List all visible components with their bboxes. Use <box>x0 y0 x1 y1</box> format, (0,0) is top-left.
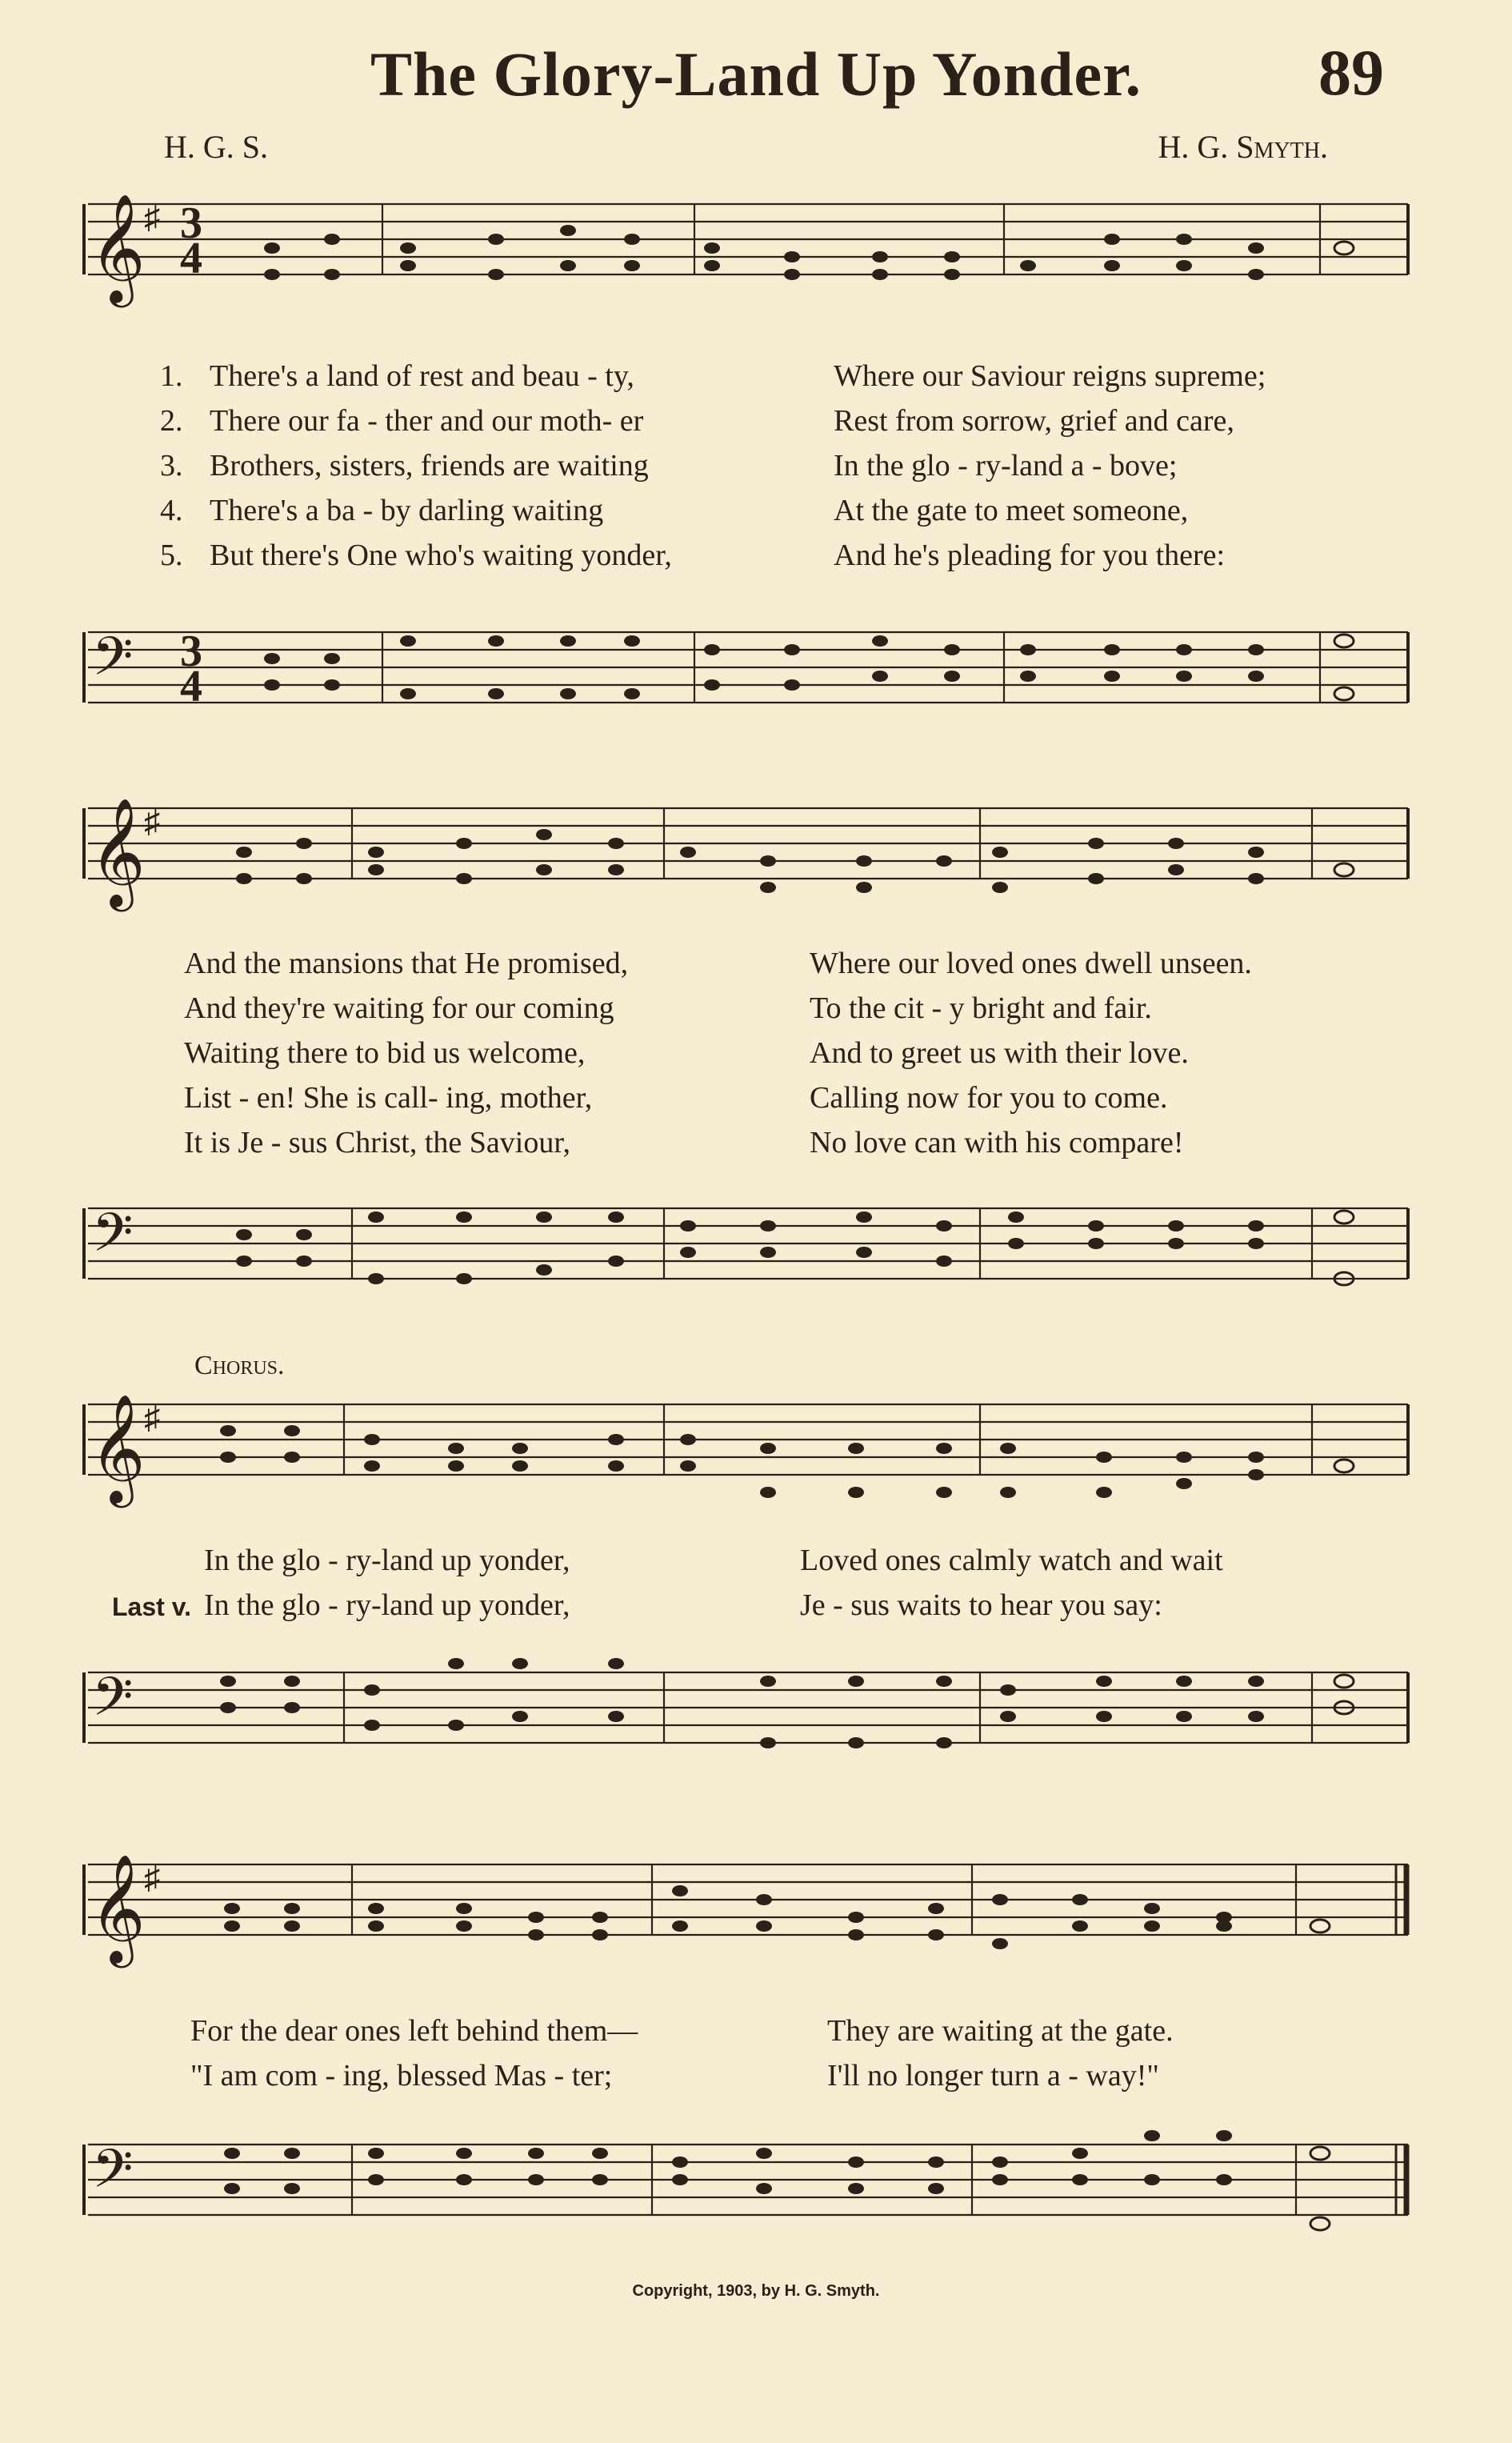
treble-staff-2 <box>0 784 1512 928</box>
svg-text:𝄢: 𝄢 <box>92 629 134 699</box>
svg-text:♯: ♯ <box>144 1860 160 1896</box>
svg-text:𝄢: 𝄢 <box>92 2141 134 2212</box>
treble-staff-1 <box>0 188 1512 348</box>
treble-staff-4 <box>0 1840 1512 1984</box>
verse-line: 1. There's a land of rest and beau - ty, Where our Saviour reigns supreme; <box>160 359 1266 393</box>
svg-text:4: 4 <box>180 234 202 283</box>
verse-line: List - en! She is call- ing, mother, Calling now for you to come. <box>184 1081 1168 1115</box>
verse-line: And they're waiting for our coming To the cit - y bright and fair. <box>184 991 1152 1025</box>
svg-text:𝄢: 𝄢 <box>92 1669 134 1740</box>
verse-line: It is Je - sus Christ, the Saviour, No love can with his compare! <box>184 1126 1184 1159</box>
chorus-line: For the dear ones left behind them— They are waiting at the gate. <box>190 2014 1174 2048</box>
copyright-notice: Copyright, 1903, by H. G. Smyth. <box>632 2282 880 2300</box>
verse-line: Waiting there to bid us welcome, And to greet us with their love. <box>184 1036 1189 1070</box>
verse-line: 5. But there's One who's waiting yonder, And he's pleading for you there: <box>160 539 1226 572</box>
bass-staff-3 <box>0 1648 1512 1792</box>
svg-text:♯: ♯ <box>144 199 160 235</box>
bass-staff-4 <box>0 2121 1512 2265</box>
chorus-label: Chorus. <box>194 1351 285 1380</box>
page-number: 89 <box>1318 36 1384 109</box>
treble-staff-3 <box>0 1380 1512 1524</box>
svg-text:𝄞: 𝄞 <box>90 1396 146 1501</box>
svg-text:𝄞: 𝄞 <box>90 800 146 905</box>
chorus-line: "I am com - ing, blessed Mas - ter; I'll no longer turn a - way!" <box>190 2059 1159 2093</box>
svg-text:♯: ♯ <box>144 1400 160 1436</box>
verse-line: And the mansions that He promised, Where our loved ones dwell unseen. <box>184 947 1252 980</box>
verse-line: 4. There's a ba - by darling waiting At the gate to meet someone, <box>160 494 1189 527</box>
bass-staff-2 <box>0 1192 1512 1336</box>
words-credit: H. G. S. <box>164 129 269 165</box>
chorus-line: Last v. In the glo - ry-land up yonder, Je - sus waits to hear you say: <box>112 1588 1162 1622</box>
hymn-title: The Glory-Land Up Yonder. <box>370 39 1142 109</box>
svg-text:3: 3 <box>180 198 202 248</box>
svg-text:𝄞: 𝄞 <box>90 192 146 302</box>
music-credit: H. G. Smyth. <box>1158 129 1328 165</box>
svg-text:3: 3 <box>180 627 202 676</box>
svg-text:♯: ♯ <box>144 803 160 839</box>
verse-line: 3. Brothers, sisters, friends are waiting In the glo - ry-land a - bove; <box>160 449 1178 483</box>
svg-text:𝄞: 𝄞 <box>90 1856 146 1961</box>
svg-text:𝄢: 𝄢 <box>92 1205 134 1276</box>
verse-line: 2. There our fa - ther and our moth- er Rest from sorrow, grief and care, <box>160 404 1234 438</box>
bass-staff-1 <box>0 608 1512 736</box>
svg-text:4: 4 <box>180 662 202 711</box>
chorus-line: In the glo - ry-land up yonder, Loved ones calmly watch and wait <box>204 1544 1223 1577</box>
